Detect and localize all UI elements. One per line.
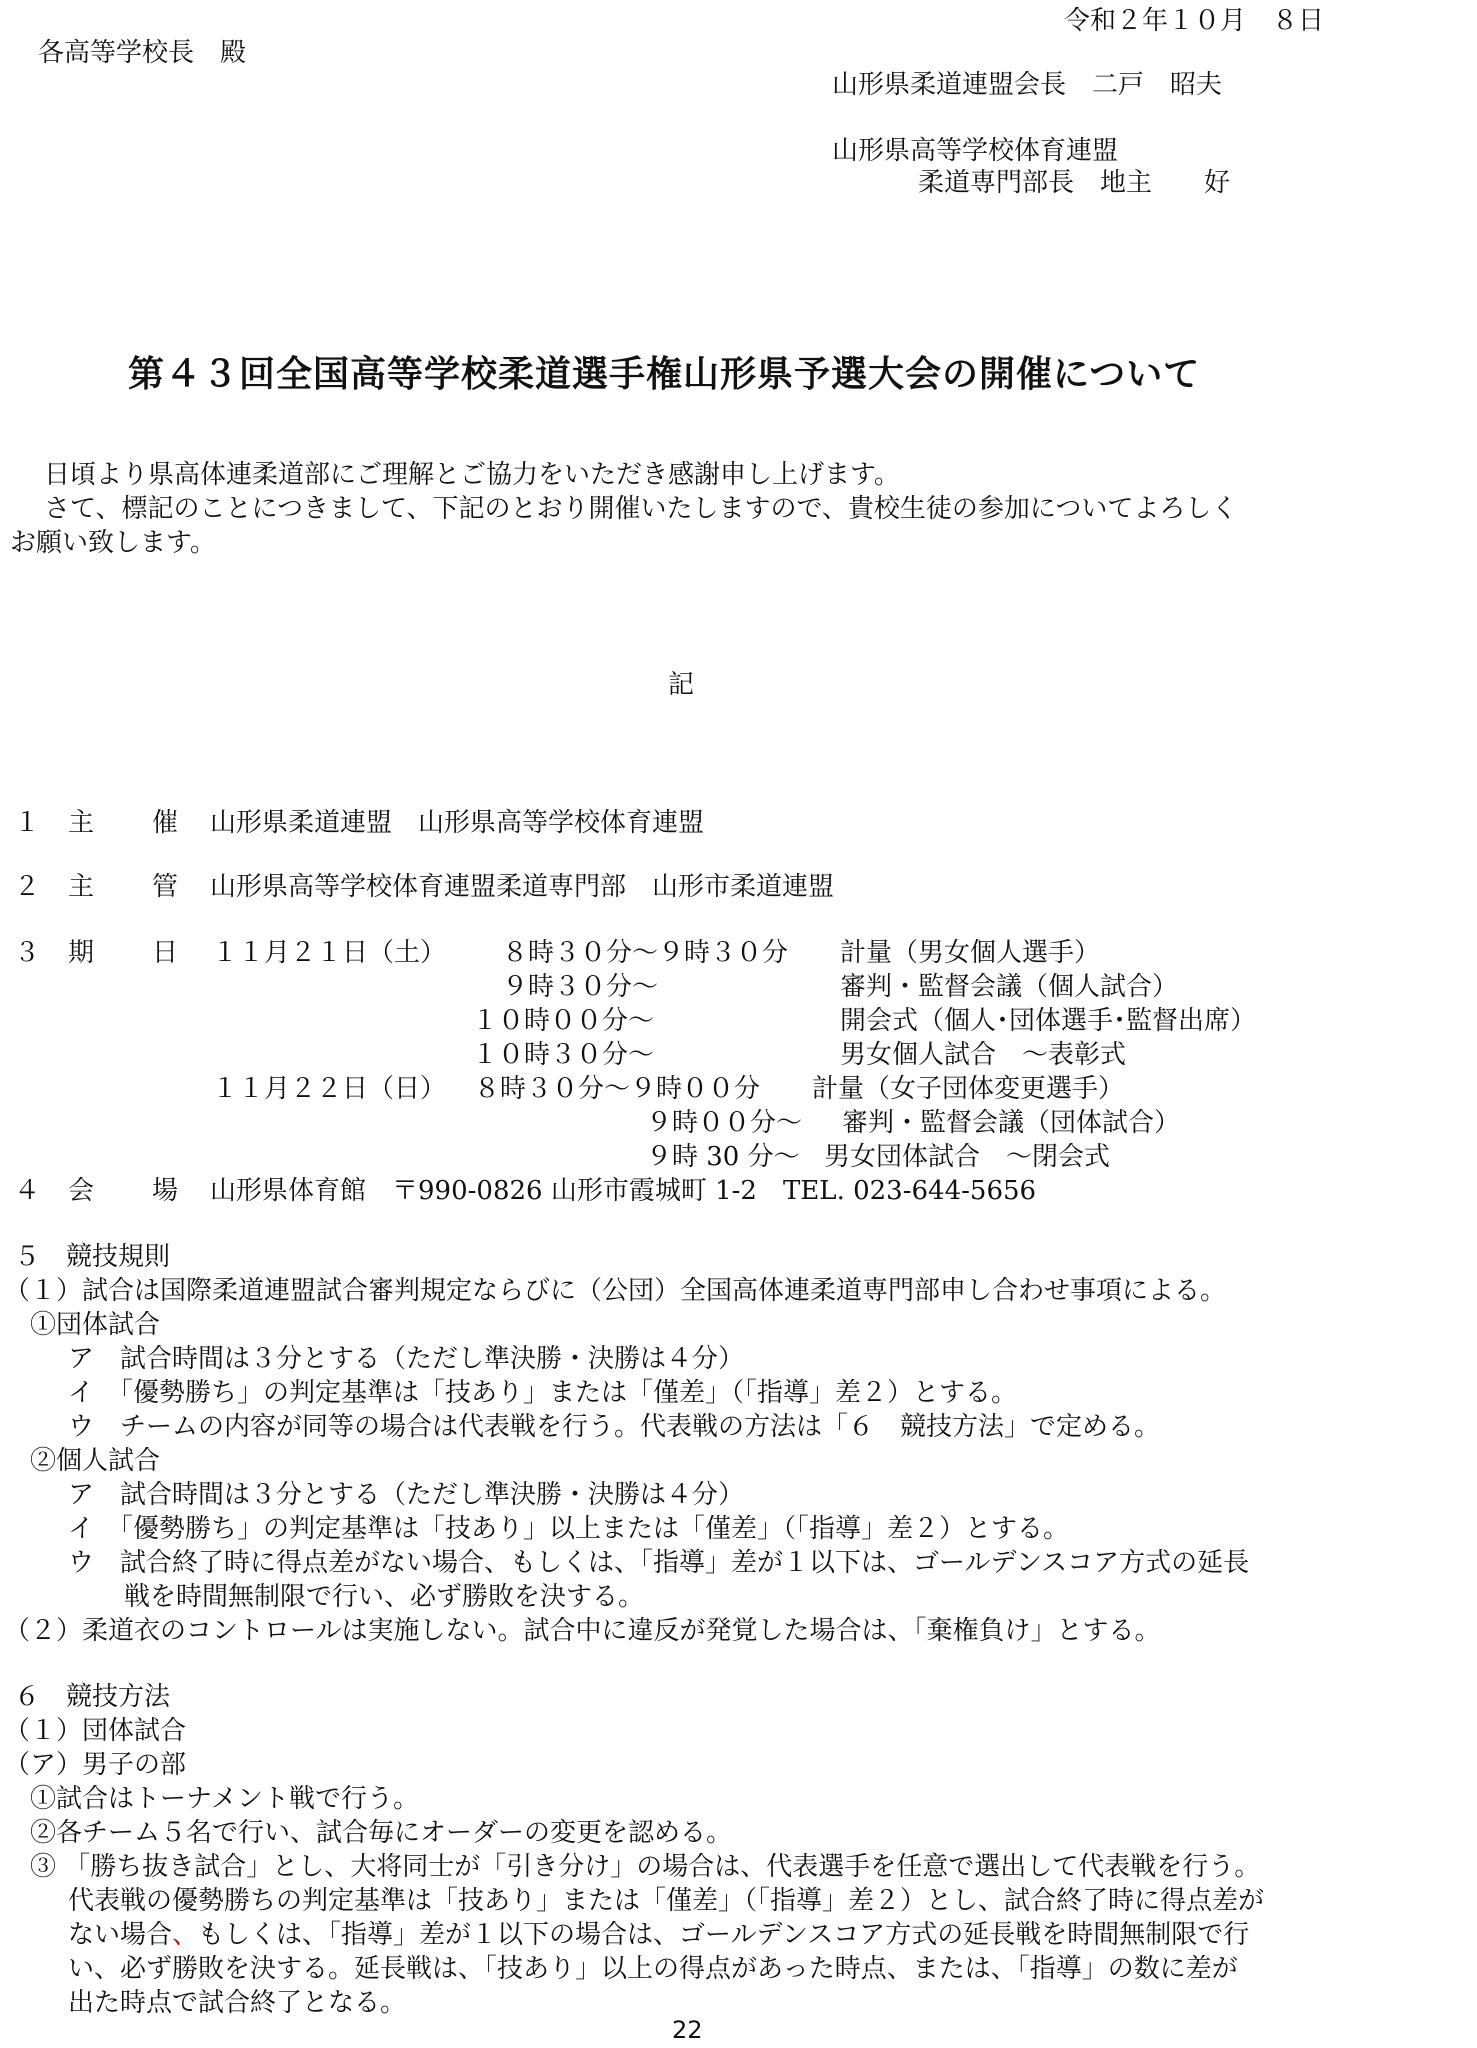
sender-hs-federation: 山形県高等学校体育連盟 <box>832 136 1119 166</box>
schedule-time: ８時３０分～９時００分 <box>474 1074 761 1104</box>
intro-line-3: お願い致します。 <box>10 528 216 558</box>
schedule-event: 男女団体試合 ～閉会式 <box>824 1142 1111 1172</box>
rules-line: （１）試合は国際柔道連盟試合審判規定ならびに（公団）全国高体連柔道専門部申し合わせ事項による。 <box>4 1276 1227 1306</box>
schedule-time: ９時００分～ <box>646 1108 803 1138</box>
item-label-char: 日 <box>152 938 179 968</box>
item-label-char: 管 <box>152 872 179 902</box>
method-line: ②各チーム５名で行い、試合毎にオーダーの変更を認める。 <box>30 1818 733 1848</box>
schedule-event: 開会式（個人･団体選手･監督出席） <box>840 1006 1257 1036</box>
item-label-char: 催 <box>152 808 179 838</box>
item-number: １ <box>14 808 41 838</box>
method-line: ①試合はトーナメント戦で行う。 <box>30 1784 419 1814</box>
method-heading: ６ 競技方法 <box>14 1682 171 1712</box>
method-text: もしくは、「指導」差が１以下の場合は、ゴールデンスコア方式の延長戦を時間無制限で行 <box>198 1920 1250 1950</box>
item-label-char: 期 <box>68 938 95 968</box>
rules-line: ア 試合時間は３分とする（ただし準決勝・決勝は４分） <box>68 1344 745 1374</box>
item-value: 山形県高等学校体育連盟柔道専門部 山形市柔道連盟 <box>210 872 835 902</box>
item-value: 山形県体育館 〒990-0826 山形市霞城町 1-2 TEL. 023-644-5656 <box>210 1176 1037 1206</box>
item-value: 山形県柔道連盟 山形県高等学校体育連盟 <box>210 808 705 838</box>
method-text: ない場合 <box>68 1920 173 1950</box>
item-label-char: 主 <box>68 808 95 838</box>
rules-heading: ５ 競技規則 <box>14 1242 171 1272</box>
method-line: 代表戦の優勢勝ちの判定基準は「技あり」または「僅差」（「指導」差２）とし、試合終了時に得点差が <box>68 1886 1265 1916</box>
method-line: （１）団体試合 <box>4 1716 187 1746</box>
schedule-time: ９時 30 分～ <box>646 1142 800 1172</box>
method-line: ③ 「勝ち抜き試合」とし、大将同士が「引き分け」の場合は、代表選手を任意で選出して代表戦を行う。 <box>30 1852 1261 1882</box>
rules-line: ②個人試合 <box>30 1446 161 1476</box>
schedule-time: ９時３０分～ <box>502 972 659 1002</box>
schedule-time: ８時３０分～９時３０分 <box>502 938 789 968</box>
intro-line-2: さて、標記のことにつきまして、下記のとおり開催いたしますので、貴校生徒の参加についてよろしく <box>44 494 1238 524</box>
rules-line: 戦を時間無制限で行い、必ず勝敗を決する。 <box>124 1582 645 1612</box>
schedule-event: 計量（男女個人選手） <box>840 938 1101 968</box>
item-label-char: 主 <box>68 872 95 902</box>
item-label-char: 会 <box>68 1176 95 1206</box>
schedule-event: 審判・監督会議（団体試合） <box>842 1108 1181 1138</box>
rules-line: イ 「優勢勝ち」の判定基準は「技あり」以上または「僅差」（「指導」差２）とする。 <box>68 1514 1070 1544</box>
page-number: 22 <box>672 2016 703 2044</box>
method-line <box>68 1918 1249 1952</box>
red-comma: 、 <box>172 1920 199 1950</box>
document-date: 令和２年１０月 ８日 <box>1064 6 1325 36</box>
item-label-char: 場 <box>152 1176 179 1206</box>
rules-line: イ 「優勢勝ち」の判定基準は「技あり」または「僅差」（「指導」差２）とする。 <box>68 1378 1018 1408</box>
page-title: 第４３回全国高等学校柔道選手権山形県予選大会の開催について <box>128 353 1201 395</box>
method-line: い、必ず勝敗を決する。延長戦は、「技あり」以上の得点があった時点、または、「指導」の数に差が <box>68 1954 1238 1984</box>
schedule-time: １０時３０分～ <box>472 1040 655 1070</box>
schedule-time: １０時００分～ <box>472 1006 655 1036</box>
item-number: ４ <box>14 1176 41 1206</box>
addressee: 各高等学校長 殿 <box>38 38 247 68</box>
method-line: （ア）男子の部 <box>4 1750 187 1780</box>
schedule-day2: １１月２２日（日） <box>212 1074 447 1104</box>
rules-line: ウ 試合終了時に得点差がない場合、もしくは、「指導」差が１以下は、ゴールデンスコア方式の延長 <box>68 1548 1250 1578</box>
schedule-event: 男女個人試合 ～表彰式 <box>840 1040 1127 1070</box>
intro-line-1: 日頃より県高体連柔道部にご理解とご協力をいただき感謝申し上げます。 <box>44 460 900 490</box>
schedule-event: 計量（女子団体変更選手） <box>812 1074 1125 1104</box>
schedule-day1: １１月２１日（土） <box>212 938 447 968</box>
sender-judo-dept-head: 柔道専門部長 地主 好 <box>918 168 1231 198</box>
ki-marker: 記 <box>668 670 695 700</box>
rules-line: ア 試合時間は３分とする（ただし準決勝・決勝は４分） <box>68 1480 745 1510</box>
sender-federation-president: 山形県柔道連盟会長 二戸 昭夫 <box>832 70 1223 100</box>
rules-line: ①団体試合 <box>30 1310 161 1340</box>
item-number: ３ <box>14 938 41 968</box>
rules-line: ウ チームの内容が同等の場合は代表戦を行う。代表戦の方法は「６ 競技方法」で定める。 <box>68 1412 1161 1442</box>
item-number: ２ <box>14 872 41 902</box>
method-line: 出た時点で試合終了となる。 <box>68 1988 407 2018</box>
schedule-event: 審判・監督会議（個人試合） <box>840 972 1179 1002</box>
rules-line: （２）柔道衣のコントロールは実施しない。試合中に違反が発覚した場合は、「棄権負け」とする。 <box>4 1616 1161 1646</box>
